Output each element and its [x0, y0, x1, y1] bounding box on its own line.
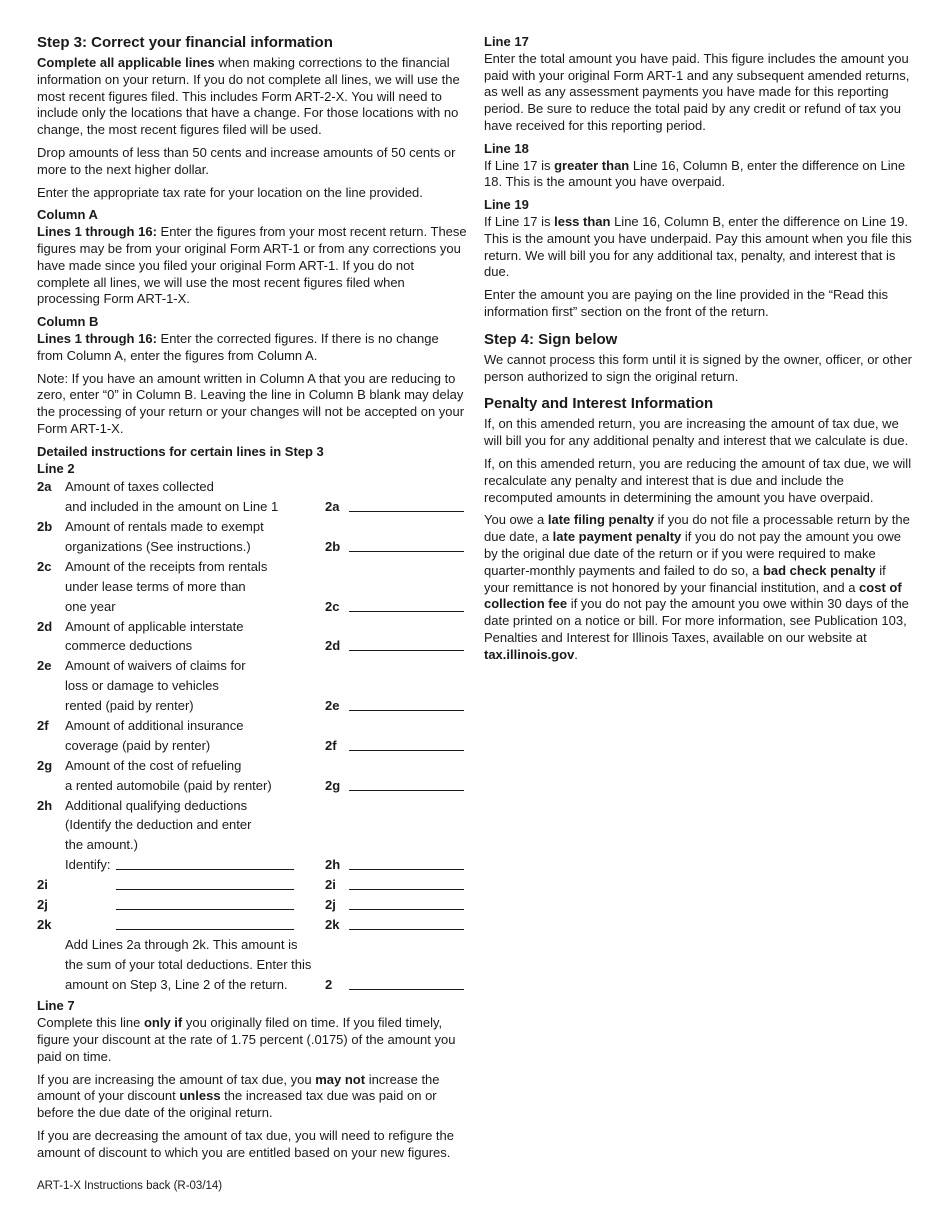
line-number: 2h: [37, 797, 53, 813]
identify-field-2i[interactable]: [116, 875, 294, 890]
column-b-paragraph: Lines 1 through 16: Enter the corrected figures. If there is no change from Column A, enter the figures from Column A.: [37, 330, 439, 363]
penalty-title: Penalty and Interest Information: [484, 395, 714, 413]
amount-field-2i[interactable]: [349, 875, 464, 890]
line-description: one year: [65, 598, 116, 614]
table-row: [37, 895, 467, 915]
identify-field-2h[interactable]: [116, 855, 294, 870]
amount-field-2f[interactable]: [349, 736, 464, 751]
identify-field-2k[interactable]: [116, 915, 294, 930]
line-number: 2e: [37, 658, 52, 674]
amount-field-2b[interactable]: [349, 537, 464, 552]
table-row: [37, 577, 467, 597]
line-ref-number: 2j: [325, 897, 336, 913]
line-ref-number: 2f: [325, 737, 337, 753]
drop-amounts-paragraph: Drop amounts of less than 50 cents and increase amounts of 50 cents or more to the next higher dollar.: [37, 144, 456, 177]
penalty-paragraph-1: If, on this amended return, you are increasing the amount of tax due, we will bill you for any additional penalty and interest that we calculate is due.: [484, 416, 909, 449]
line19-paragraph: If Line 17 is less than Line 16, Column B, enter the difference on Line 19. This is the amount you have underpaid. Pay this amount when you file this return. We will bill you for any additional tax, penalty, and interest that is due.: [484, 213, 912, 280]
table-row: [37, 597, 467, 617]
penalty-paragraph-2: If, on this amended return, you are reducing the amount of tax due, we will recalculate any penalty and interest that is due and include the recomputed amounts in determining the amount you have overpaid.: [484, 455, 912, 505]
line-description: (Identify the deduction and enter: [65, 817, 252, 833]
line2-title: Line 2: [37, 460, 75, 476]
line-ref-number: 2g: [325, 777, 341, 793]
note-paragraph: Note: If you have an amount written in Column A that you are reducing to zero, enter “0” in Column B. Leaving the line in Column B blank may delay the processing of your return or your changes will not be accepted on your Form ART-1-X.: [37, 370, 465, 436]
line-description: under lease terms of more than: [65, 578, 246, 594]
line-ref-number: 2k: [325, 916, 340, 932]
table-row: [37, 935, 467, 955]
table-row: [37, 815, 467, 835]
amount-field-2e[interactable]: [349, 696, 464, 711]
table-row: [37, 756, 467, 776]
line-number: 2a: [37, 479, 52, 495]
line18-paragraph: If Line 17 is greater than Line 16, Column B, enter the difference on Line 18. This is the amount you have overpaid.: [484, 157, 906, 190]
line-description: Amount of the receipts from rentals: [65, 558, 268, 574]
line7-paragraph-3: If you are decreasing the amount of tax due, you will need to refigure the amount of discount to which you are entitled based on your new figures.: [37, 1128, 454, 1160]
sum-description: the sum of your total deductions. Enter this: [65, 956, 312, 972]
line-number: 2c: [37, 558, 52, 574]
identify-label: Identify:: [65, 857, 111, 873]
table-row: [37, 955, 467, 975]
line-description: coverage (paid by renter): [65, 737, 211, 753]
line-description: Additional qualifying deductions: [65, 797, 248, 813]
table-row: [37, 716, 467, 736]
table-row: [37, 975, 467, 995]
amount-field-2k[interactable]: [349, 915, 464, 930]
table-row: [37, 736, 467, 756]
step3-title: Step 3: Correct your financial information: [37, 34, 333, 51]
amount-field-2a[interactable]: [349, 497, 464, 512]
left-column: [37, 34, 467, 1168]
line-description: organizations (See instructions.): [65, 539, 251, 554]
column-a-title: Column A: [37, 207, 98, 223]
line17-paragraph: Enter the total amount you have paid. This figure includes the amount you paid with your original Form ART-1 and any subsequent amended returns, as well as any assessment payments you have made for this reporting period. Be sure to reduce the total paid by any credit or refund of tax you have received for this reporting period.: [484, 50, 910, 133]
line-ref-number: 2d: [325, 638, 341, 654]
line-number: 2d: [37, 618, 53, 634]
column-b-title: Column B: [37, 314, 99, 330]
identify-field-2j[interactable]: [116, 895, 294, 910]
sum-description: Add Lines 2a through 2k. This amount is: [65, 936, 298, 952]
table-row: [37, 835, 467, 855]
line-description: rented (paid by renter): [65, 698, 194, 714]
table-row: [37, 676, 467, 696]
line7-paragraph-1: Complete this line only if you originally filed on time. If you filed timely, figure your discount at the rate of 1.75 percent (.0175) of the amount you paid on time.: [37, 1015, 456, 1064]
line19-title: Line 19: [484, 197, 529, 213]
line-description: Amount of additional insurance: [65, 718, 244, 734]
line-ref-number: 2c: [325, 598, 340, 614]
table-row: [37, 557, 467, 577]
line-number: 2k: [37, 916, 52, 932]
table-row: [37, 537, 467, 557]
table-row: [37, 497, 467, 517]
line-ref-number: 2b: [325, 539, 341, 554]
amount-field-2c[interactable]: [349, 597, 464, 612]
detailed-instructions-title: Detailed instructions for certain lines in Step 3: [37, 443, 324, 459]
line-ref-number: 2a: [325, 499, 340, 515]
table-row: [37, 517, 467, 537]
table-row: [37, 875, 467, 895]
line-description: the amount.): [65, 837, 138, 853]
table-row: [37, 617, 467, 637]
line7-paragraph-2: If you are increasing the amount of tax due, you may not increase the amount of your discount unless the increased tax due was paid on or before the due date of the original return.: [37, 1071, 440, 1121]
amount-field-total-2[interactable]: [349, 975, 464, 990]
line7-title: Line 7: [37, 998, 75, 1014]
line-ref-number: 2: [325, 976, 333, 992]
table-row: [37, 636, 467, 656]
intro-paragraph: Complete all applicable lines when making corrections to the financial information on your return. If you do not complete all lines, we will use the most recent figures filed. This includes Form ART-2-X. You will need to include only the locations that have a change. For those locations with no change, the most recent figures filed will be used.: [37, 55, 460, 138]
amount-field-2d[interactable]: [349, 636, 464, 651]
table-row: [37, 776, 467, 796]
line-description: and included in the amount on Line 1: [65, 499, 279, 515]
line-description: Amount of taxes collected: [65, 479, 214, 495]
line-number: 2j: [37, 897, 48, 913]
line-ref-number: 2i: [325, 877, 336, 893]
line-description: loss or damage to vehicles: [65, 678, 219, 694]
step4-title: Step 4: Sign below: [484, 330, 618, 348]
line-number: 2b: [37, 519, 53, 535]
amount-field-2h[interactable]: [349, 855, 464, 870]
amount-field-2g[interactable]: [349, 776, 464, 791]
table-row: [37, 855, 467, 875]
column-a-paragraph: Lines 1 through 16: Enter the figures from your most recent return. These figures may be from your original Form ART-1 or from any corrections you have made since you filed your original Form ART-1. If you do not complete all lines, we will use the most recent figures filed when processing Form ART-1-X.: [37, 224, 467, 307]
right-column: [484, 34, 914, 670]
step4-paragraph: We cannot process this form until it is signed by the owner, officer, or other person authorized to sign the original return.: [484, 351, 913, 384]
table-row: [37, 656, 467, 676]
footer-form-id: ART-1-X Instructions back (R-03/14): [37, 1180, 223, 1192]
line17-title: Line 17: [484, 34, 529, 49]
line-number: 2g: [37, 757, 53, 773]
table-row: [37, 696, 467, 716]
line-description: Amount of rentals made to exempt: [65, 519, 264, 535]
line-description: commerce deductions: [65, 638, 193, 654]
line-number: 2i: [37, 877, 48, 893]
line-number: 2f: [37, 718, 49, 734]
line18-title: Line 18: [484, 140, 529, 156]
line-description: Amount of the cost of refueling: [65, 757, 242, 773]
sum-description: amount on Step 3, Line 2 of the return.: [65, 976, 288, 992]
table-row: [37, 915, 467, 935]
line2-table: [37, 477, 467, 994]
amount-field-2j[interactable]: [349, 895, 464, 910]
line19-paragraph-2: Enter the amount you are paying on the line provided in the “Read this information first” section on the front of the return.: [484, 287, 888, 319]
table-row: [37, 796, 467, 816]
table-row: [37, 477, 467, 497]
line-description: Amount of applicable interstate: [65, 618, 244, 634]
line-description: a rented automobile (paid by renter): [65, 777, 272, 793]
tax-rate-paragraph: Enter the appropriate tax rate for your location on the line provided.: [37, 184, 423, 200]
line-ref-number: 2h: [325, 857, 341, 873]
penalty-paragraph-3: You owe a late filing penalty if you do not file a processable return by the due date, a late payment penalty if you do not pay the amount you owe by the original due date of the return or if you were required to make quarter-monthly payments and failed to do so, a bad check penalty if your remittance is not honored by your financial institution, and a cost of collection fee if you do not pay the amount you owe within 30 days of the date printed on a notice or bill. For more information, see Publication 103, Penalties and Interest for Illinois Taxes, available on our website at tax.illinois.gov.: [484, 512, 910, 662]
line-description: Amount of waivers of claims for: [65, 658, 246, 674]
line-ref-number: 2e: [325, 698, 340, 714]
